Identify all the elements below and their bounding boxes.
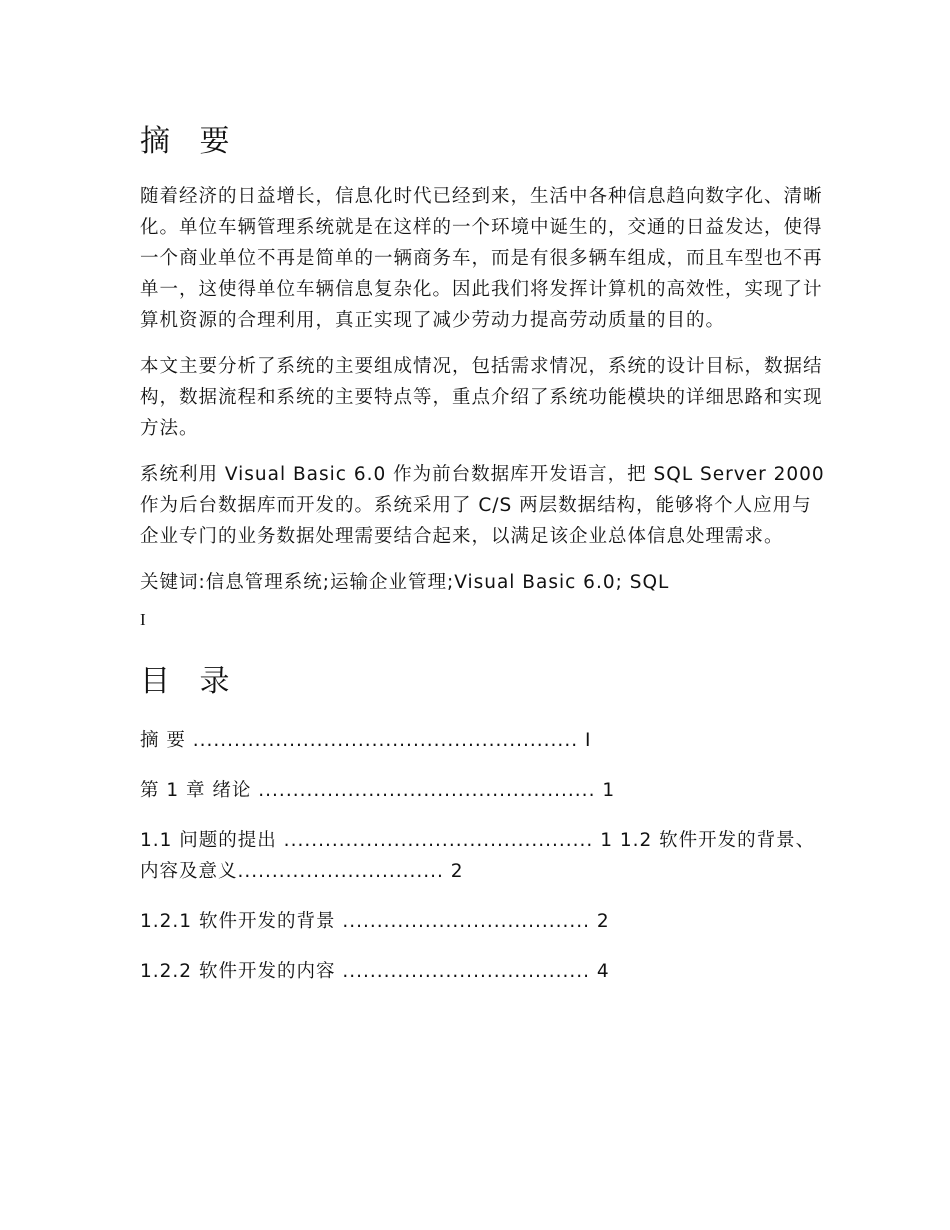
toc-entry-abstract[interactable]: 摘 要 ........................................................ I — [140, 730, 592, 751]
toc-entry-section-1-2-1[interactable]: 1.2.1 软件开发的背景 .................................... 2 — [140, 911, 610, 932]
abstract-paragraph-3: 系统利用 Visual Basic 6.0 作为前台数据库开发语言，把 SQL Server 2000 作为后台数据库而开发的。系统采用了 C/S 两层数据结构，能够将个人应用与企业专门的业务数据处理需要结合起来，以满足该企业总体信息处理需求。 — [140, 464, 825, 547]
abstract-paragraph-2: 本文主要分析了系统的主要组成情况，包括需求情况，系统的设计目标，数据结构，数据流程和系统的主要特点等，重点介绍了系统功能模块的详细思路和实现方法。 — [140, 356, 823, 439]
abstract-paragraph-1: 随着经济的日益增长，信息化时代已经到来，生活中各种信息趋向数字化、清晰化。单位车辆管理系统就是在这样的一个环境中诞生的，交通的日益发达，使得一个商业单位不再是简单的一辆商务车，而是有很多辆车组成，而且车型也不再单一，这使得单位车辆信息复杂化。因此我们将发挥计算机的高效性，实现了计算机资源的合理利用，真正实现了减少劳动力提高劳动质量的目的。 — [140, 186, 823, 331]
page-content — [140, 118, 830, 1006]
page-number: I — [140, 610, 146, 629]
abstract-title: 摘 要 — [140, 124, 240, 159]
toc-entry-chapter-1[interactable]: 第 1 章 绪论 ................................................. 1 — [140, 780, 616, 801]
toc-entry-section-1-2-2[interactable]: 1.2.2 软件开发的内容 .................................... 4 — [140, 961, 610, 982]
keywords-line: 关键词:信息管理系统;运输企业管理;Visual Basic 6.0; SQL — [140, 572, 670, 593]
toc-title: 目 录 — [140, 664, 240, 699]
toc-entry-section-1-1[interactable]: 1.1 问题的提出 ............................................. 1 1.2 软件开发的背景、内容及意义.............................. 2 — [140, 830, 816, 882]
